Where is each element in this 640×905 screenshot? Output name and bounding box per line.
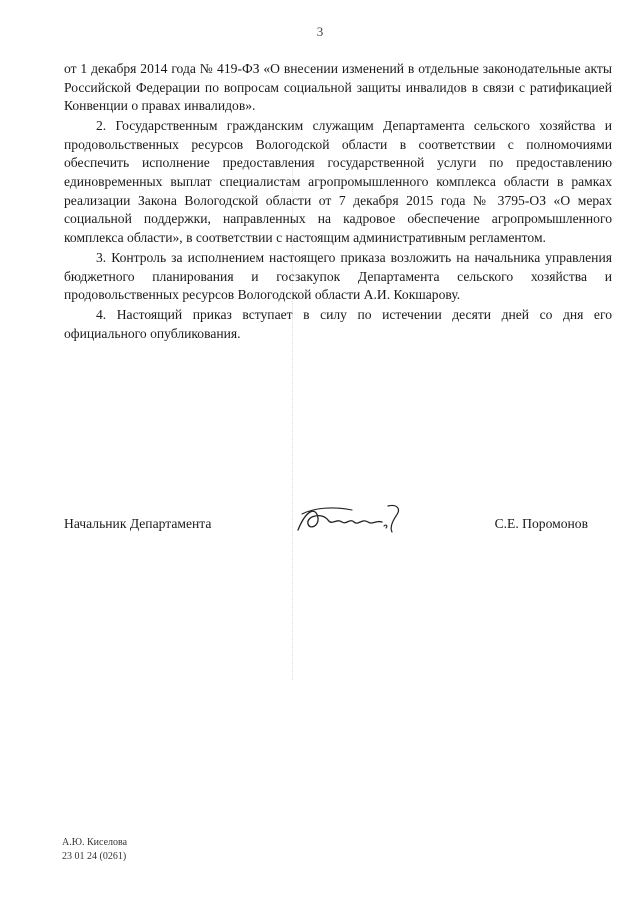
executor-phone: 23 01 24 (0261) bbox=[62, 851, 127, 862]
signatory-name: С.Е. Поромонов bbox=[494, 516, 588, 531]
signatory-title: Начальник Департамента bbox=[64, 516, 212, 531]
document-body bbox=[64, 60, 612, 345]
paragraph-1: от 1 декабря 2014 года № 419-ФЗ «О внесении изменений в отдельные законодательные акты Российской Федерации по вопросам социальной защиты инвалидов в связи с ратификацией Конвенции о правах инвалидов». bbox=[64, 61, 612, 114]
handwritten-signature-icon bbox=[292, 500, 412, 540]
paragraph-4: 4. Настоящий приказ вступает в силу по истечении десяти дней со дня его официального опубликования. bbox=[64, 307, 612, 341]
paragraph-3: 3. Контроль за исполнением настоящего приказа возложить на начальника управления бюджетного планирования и госзакупок Департамента сельского хозяйства и продовольственных ресурсов Вологодской области А.И. Кокшарову. bbox=[64, 249, 612, 303]
executor-name: А.Ю. Киселова bbox=[62, 837, 128, 848]
paragraph-2: 2. Государственным гражданским служащим Департамента сельского хозяйства и продовольственных ресурсов Вологодской области в соответствии с полномочиями обеспечить исполнение предоставления государственной услуги по предоставлению единовременных выплат специалистам агропромышленного комплекса области в рамках реализации Закона Вологодской области от 7 декабря 2015 года № 3795-ОЗ «О мерах социальной поддержки, направленных на кадровое обеспечение агропромышленного комплекса области», в соответствии с настоящим административным регламентом. bbox=[64, 118, 612, 245]
page-number: 3 bbox=[316, 24, 324, 39]
document-footer bbox=[62, 836, 127, 864]
signature-block bbox=[64, 508, 612, 548]
